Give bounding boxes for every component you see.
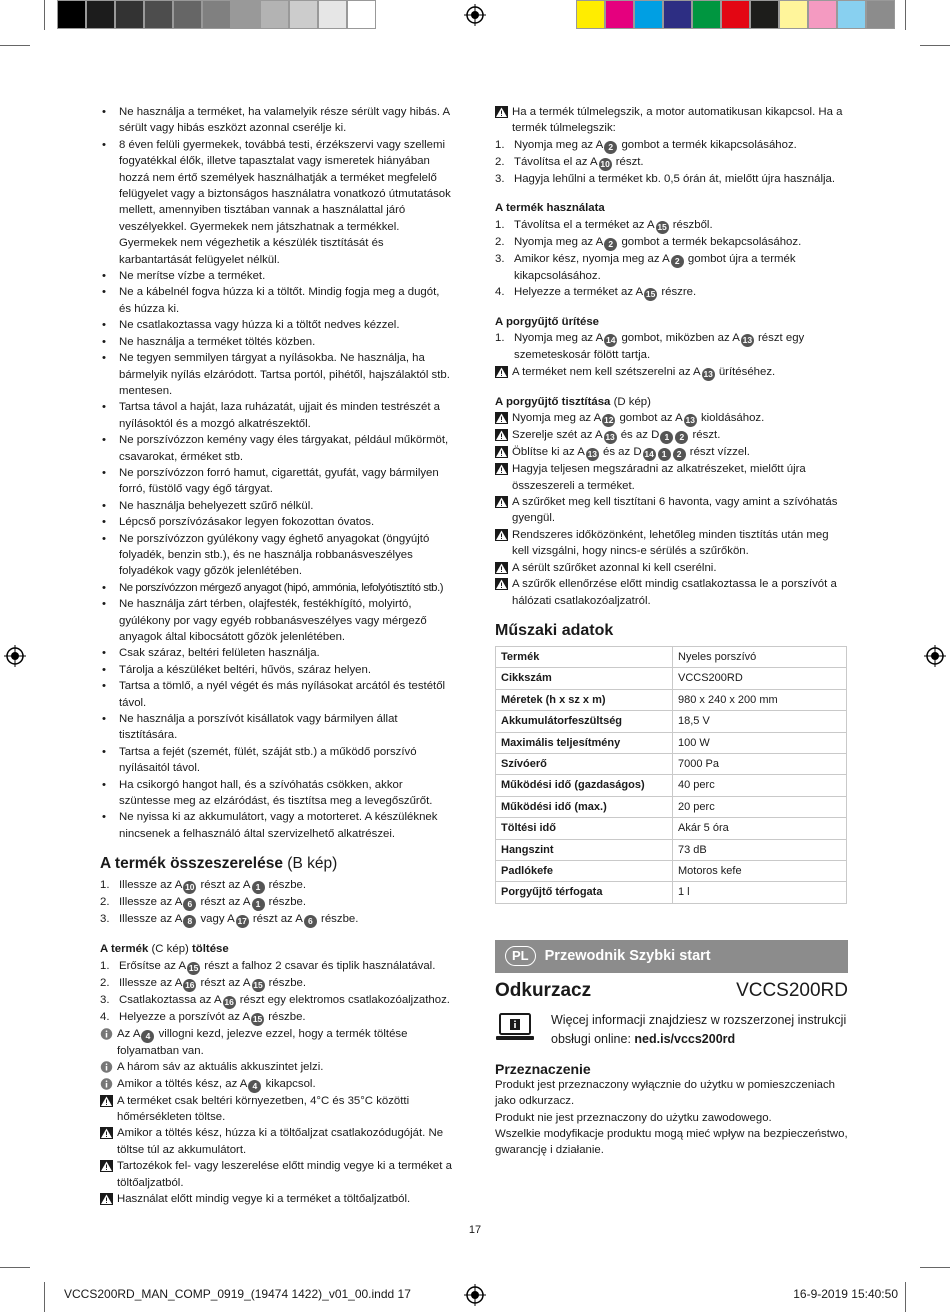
spec-label: Cikkszám — [496, 668, 673, 689]
step-item — [100, 1009, 452, 1026]
text-segment: Helyezze a porszívót az A — [119, 1010, 251, 1023]
info-note — [100, 1026, 452, 1059]
spec-value: 7000 Pa — [673, 753, 847, 774]
gray-swatch — [115, 0, 144, 29]
text-segment: kikapcsol. — [265, 1077, 316, 1090]
purpose-text: Produkt nie jest przeznaczony do użytku zawodowego. — [495, 1111, 772, 1124]
info-note: A három sáv az aktuális akkuszintet jelzi. — [100, 1059, 452, 1075]
color-swatches — [576, 0, 895, 30]
text-segment: gombot az A — [619, 412, 683, 425]
warning-text: Hagyja teljesen megszáradni az alkatrészeket, mielőtt újra összeszereli a terméket. — [512, 463, 806, 492]
text-segment: Nyomja meg az A — [514, 235, 604, 248]
step-item — [495, 234, 848, 251]
pl-section-banner — [495, 940, 848, 973]
spec-row — [496, 689, 847, 710]
text-segment: Nyomja meg az A — [514, 138, 604, 151]
part-number-badge: 13 — [703, 368, 713, 379]
charging-steps — [100, 958, 452, 1026]
safety-bullet-item: • Ne használja zárt térben, olajfesték, festékhígító, molyirtó, gyúlékony por vagy egyéb robbanásveszélyes vagy mérgező anyagok által kibocsátott gőzök jelenlétében. — [100, 596, 452, 645]
spec-value: Motoros kefe — [673, 860, 847, 881]
gray-swatch — [231, 0, 260, 29]
emptying-heading: A porgyűjtő ürítése — [495, 316, 600, 329]
safety-bullet-item: • Tartsa a fejét (szemét, fülét, száját stb.) a működő porszívó nyílásaitól távol. — [100, 744, 452, 777]
info-icon — [100, 1061, 113, 1073]
text-segment: Távolítsa el a terméket az A — [514, 218, 655, 231]
gray-swatch — [260, 0, 289, 29]
warning-icon — [100, 1095, 113, 1107]
part-number-badge: 2 — [671, 255, 684, 268]
step-number: 2. — [495, 235, 505, 248]
text-segment: Szerelje szét az A — [512, 429, 603, 442]
usage-heading: A termék használata — [495, 202, 605, 215]
text-segment: részt egy elektromos csatlakozóaljzathoz. — [239, 993, 450, 1006]
charging-heading: A termék (C kép) töltése — [100, 943, 229, 956]
crop-mark — [0, 45, 30, 46]
spec-label: Működési idő (gazdaságos) — [496, 775, 673, 796]
spec-value: 980 x 240 x 200 mm — [673, 689, 847, 710]
safety-bullet-item: • Ne a kábelnél fogva húzza ki a töltőt. Mindig fogja meg a dugót, és húzza ki. — [100, 284, 452, 317]
registration-mark-icon — [464, 1284, 486, 1306]
info-icon — [100, 1028, 113, 1040]
footer-filename: VCCS200RD_MAN_COMP_0919_(19474 1422)_v01_00.indd 17 — [64, 1287, 411, 1301]
color-swatch — [663, 0, 692, 29]
text-segment: Nyomja meg az A — [512, 412, 602, 425]
warning-text: A szűrőket meg kell tisztítani 6 havonta, vagy amint a szívóhatás gyengül. — [512, 496, 838, 525]
spec-row — [496, 668, 847, 689]
text-segment: Helyezze a terméket az A — [514, 286, 644, 299]
part-number-badge: 16 — [185, 979, 195, 990]
crop-mark — [920, 45, 950, 46]
text-segment: Az A — [117, 1027, 141, 1040]
spec-label: Akkumulátorfeszültség — [496, 711, 673, 732]
spec-row — [496, 796, 847, 817]
spec-row — [496, 839, 847, 860]
step-item — [495, 171, 848, 187]
warning-icon — [495, 446, 508, 458]
crop-mark — [44, 0, 45, 30]
text-segment: részt egy szemeteskosár fölött tartja. — [514, 332, 805, 362]
safety-bullet-item: • Lépcső porszívózásakor legyen fokozottan óvatos. — [100, 514, 452, 530]
warning-icon — [495, 412, 508, 424]
text-segment: és az D — [602, 446, 642, 459]
spec-label: Porgyűjtő térfogata — [496, 882, 673, 903]
spec-value: 20 perc — [673, 796, 847, 817]
warning-icon — [495, 578, 508, 590]
warning-note — [495, 576, 848, 609]
warning-note — [495, 427, 848, 444]
text-segment: villogni kezd, jelezve ezzel, hogy a termék töltése folyamatban van. — [117, 1027, 408, 1057]
part-number-badge: 15 — [252, 1013, 263, 1024]
color-swatch — [750, 0, 779, 29]
safety-bullet-item: • Tárolja a készüléket beltéri, hűvös, száraz helyen. — [100, 662, 452, 678]
part-number-badge: 17 — [237, 916, 247, 927]
color-swatch — [605, 0, 634, 29]
text-segment: Illessze az A — [119, 896, 183, 909]
model-number: VCCS200RD — [736, 979, 848, 1001]
spec-value: 40 perc — [673, 775, 847, 796]
spec-row — [496, 818, 847, 839]
color-swatch — [634, 0, 663, 29]
color-swatch — [721, 0, 750, 29]
text-segment: Illessze az A — [119, 879, 183, 892]
step-item — [100, 975, 452, 992]
part-number-badge: 13 — [685, 415, 695, 426]
crop-mark — [920, 1267, 950, 1268]
part-number-badge: 6 — [183, 898, 196, 911]
spec-label: Hangszint — [496, 839, 673, 860]
gray-swatches — [57, 0, 376, 30]
text-segment: részből. — [672, 218, 713, 231]
step-item — [100, 958, 452, 975]
registration-mark-icon — [464, 4, 486, 26]
step-item — [100, 877, 452, 894]
text-segment: Amikor a töltés kész, az A — [117, 1077, 248, 1090]
gray-swatch — [57, 0, 86, 29]
step-number: 2. — [495, 155, 505, 168]
spec-label: Maximális teljesítmény — [496, 732, 673, 753]
warning-text: A szűrők ellenőrzése előtt mindig csatlakoztassa le a porszívót a hálózati csatlakozóaljzatról. — [512, 578, 837, 607]
gray-swatch — [347, 0, 376, 29]
text-segment: Nyomja meg az A — [514, 332, 604, 345]
crop-mark — [44, 1282, 45, 1312]
warning-icon — [100, 1193, 113, 1205]
part-number-badge: 15 — [253, 979, 263, 990]
step-number: 3. — [495, 172, 505, 185]
warning-note: Ha a termék túlmelegszik, a motor automatikusan kikapcsol. Ha a termék túlmelegszik: — [495, 104, 848, 137]
warning-icon — [495, 496, 508, 508]
part-number-badge: 4 — [141, 1030, 154, 1043]
safety-bullet-item: • Ne porszívózzon kemény vagy éles tárgyakat, például műkörmöt, csavarokat, érméket stb. — [100, 432, 452, 465]
part-number-badge: 10 — [185, 882, 195, 893]
safety-bullet-item: • Ne használja a porszívót kisállatok vagy bármilyen állat tisztítására. — [100, 711, 452, 744]
spec-row — [496, 753, 847, 774]
safety-bullet-item: • Ne csatlakoztassa vagy húzza ki a töltőt nedves kézzel. — [100, 317, 452, 333]
purpose-text: Wszelkie modyfikacje produktu mogą mieć wpływ na bezpieczeństwo, gwarancję i działanie. — [495, 1128, 848, 1157]
text-segment: részt az A — [200, 896, 251, 909]
step-item — [495, 251, 848, 284]
step-item — [100, 911, 452, 928]
language-badge: PL — [505, 946, 536, 966]
safety-bullet-item: • Ha csikorgó hangot hall, és a szívóhatás csökken, akkor szüntesse meg az elzáródást, és tisztítsa meg a levegőszűrőt. — [100, 777, 452, 810]
spec-label: Méretek (h x sz x m) — [496, 689, 673, 710]
warning-icon — [100, 1160, 113, 1172]
gray-swatch — [86, 0, 115, 29]
step-number: 2. — [100, 896, 110, 909]
specs-table — [495, 646, 847, 904]
text-segment: Csatlakoztassa az A — [119, 993, 222, 1006]
color-swatch — [837, 0, 866, 29]
text-segment: A terméket nem kell szétszerelni az A — [512, 365, 701, 378]
spec-value: 18,5 V — [673, 711, 847, 732]
purpose-text: Produkt jest przeznaczony wyłącznie do użytku w pomieszczeniach jako odkurzacz. — [495, 1078, 835, 1108]
safety-bullet-item: • Ne porszívózzon gyúlékony vagy éghető anyagokat (öngyújtó folyadék, benzin stb.), és ne használja robbanásveszélyes folyadékok vagy gőzök jelenlétében. — [100, 531, 452, 580]
part-number-badge: 4 — [248, 1080, 261, 1093]
warning-note — [495, 444, 848, 461]
safety-bullet-item: • Ne porszívózzon forró hamut, cigarettát, gyufát, vagy bármilyen forró, füstölő vagy égő tárgyat. — [100, 465, 452, 498]
part-number-badge: 2 — [604, 141, 617, 154]
step-item — [495, 137, 848, 154]
overheat-steps — [495, 137, 848, 187]
step-item — [495, 284, 848, 301]
safety-bullet-item: • Ne porszívózzon mérgező anyagot (hipó, ammónia, lefolyótisztító stb.) — [100, 580, 452, 596]
text-segment: Illessze az A — [119, 976, 183, 989]
part-number-badge: 16 — [224, 996, 234, 1007]
text-segment: Amikor kész, nyomja meg az A — [514, 252, 670, 265]
crop-mark — [0, 1267, 30, 1268]
warning-note — [495, 494, 848, 527]
cleaning-heading: A porgyűjtő tisztítása (D kép) — [495, 395, 651, 408]
warning-note — [495, 461, 848, 494]
step-item — [495, 154, 848, 171]
text-segment: vagy A — [200, 913, 235, 926]
text-segment: részbe. — [268, 896, 307, 909]
gray-swatch — [144, 0, 173, 29]
warning-text — [512, 429, 720, 441]
part-number-badge: 1 — [658, 448, 671, 461]
warning-note — [495, 364, 848, 381]
safety-bullet-item: • Ne merítse vízbe a terméket. — [100, 268, 452, 284]
manual-link[interactable]: ned.is/vccs200rd — [634, 1031, 736, 1046]
warning-text: A sérült szűrőket azonnal ki kell cserélni. — [512, 561, 717, 574]
warning-text: Rendszeres időközönként, lehetőleg minden tisztítás után meg kell vizsgálni, hogy nincs-e sérülés a szűrőkön. — [512, 528, 829, 558]
spec-row — [496, 882, 847, 903]
specs-heading: Műszaki adatok — [495, 621, 614, 639]
registration-mark-icon — [4, 645, 26, 667]
warning-icon — [100, 1127, 113, 1139]
warning-note: A terméket csak beltéri környezetben, 4°C és 35°C közötti hőmérsékleten töltse. — [100, 1093, 452, 1126]
part-number-badge: 8 — [183, 915, 196, 928]
step-number: 1. — [495, 332, 505, 345]
registration-mark-icon — [924, 645, 946, 667]
spec-row — [496, 860, 847, 881]
part-number-badge: 15 — [645, 289, 656, 300]
warning-note: Amikor a töltés kész, húzza ki a töltőaljzat csatlakozódugóját. Ne töltse túl az akkumulátort. — [100, 1125, 452, 1158]
step-item — [100, 894, 452, 911]
warning-text — [512, 412, 764, 424]
safety-bullet-item: • Ne használja a terméket töltés közben. — [100, 334, 452, 350]
purpose-heading: Przeznaczenie — [495, 1060, 591, 1077]
text-segment: Távolítsa el az A — [514, 155, 598, 168]
color-swatch — [779, 0, 808, 29]
spec-label: Termék — [496, 646, 673, 667]
spec-label: Szívóerő — [496, 753, 673, 774]
text-segment: részt az A — [252, 913, 303, 926]
color-swatch — [692, 0, 721, 29]
cleaning-notes — [495, 410, 848, 609]
gray-swatch — [202, 0, 231, 29]
part-number-badge: 13 — [587, 449, 598, 460]
spec-value: Nyeles porszívó — [673, 646, 847, 667]
usage-steps — [495, 217, 848, 301]
text-segment: részbe. — [321, 913, 359, 926]
warning-note: Használat előtt mindig vegye ki a terméket a töltőaljzatból. — [100, 1191, 452, 1207]
text-segment: Erősítse az A — [119, 959, 187, 972]
part-number-badge: 15 — [657, 221, 667, 232]
text-segment: részt vízzel. — [689, 446, 750, 459]
spec-label: Padlókefe — [496, 860, 673, 881]
spec-value: 100 W — [673, 732, 847, 753]
part-number-badge: 12 — [604, 415, 614, 426]
warning-note: Tartozékok fel- vagy leszerelése előtt mindig vegye ki a terméket a töltőaljzatból. — [100, 1158, 452, 1191]
step-number: 4. — [495, 286, 505, 299]
warning-note — [495, 560, 848, 576]
warning-icon — [495, 463, 508, 475]
product-name: Odkurzacz — [495, 979, 592, 1001]
safety-bullet-item: • Tartsa távol a haját, laza ruházatát, ujjait és minden testrészét a nyílásoktól és a mozgó alkatrészektől. — [100, 399, 452, 432]
step-number: 3. — [100, 993, 110, 1006]
text-segment: Hagyja lehűlni a terméket kb. 0,5 órán át, mielőtt újra használja. — [514, 172, 836, 185]
gray-swatch — [318, 0, 347, 29]
text-segment: részt az A — [200, 976, 251, 989]
step-item — [495, 330, 848, 363]
spec-label: Működési idő (max.) — [496, 796, 673, 817]
pl-section-title: Przewodnik Szybki start — [544, 948, 711, 965]
spec-row — [496, 732, 847, 753]
warning-icon — [495, 366, 508, 378]
info-icon — [100, 1078, 113, 1090]
text-segment: Illessze az A — [119, 913, 183, 926]
safety-bullet-item: • Tartsa a tömlő, a nyél végét és más nyílásokat arcától és testétől távol. — [100, 678, 452, 711]
spec-value: 1 l — [673, 882, 847, 903]
emptying-steps — [495, 330, 848, 363]
online-manual-info: Więcej informacji znajdziesz w rozszerzonej instrukcji obsługi online: ned.is/vccs200rd — [495, 1011, 848, 1049]
text-segment: részre. — [661, 286, 697, 299]
text-segment: gombot, miközben az A — [621, 332, 740, 345]
text-segment: gombot újra a termék kikapcsolásához. — [514, 252, 796, 282]
text-segment: részbe. — [268, 1010, 306, 1023]
text-segment: és az D — [620, 429, 660, 442]
part-number-badge: 1 — [660, 431, 673, 444]
safety-bullet-item: • Csak száraz, beltéri felületen használja. — [100, 645, 452, 661]
safety-bullet-list — [100, 104, 452, 842]
laptop-info-icon — [495, 1013, 535, 1043]
step-number: 3. — [495, 252, 505, 265]
part-number-badge: 14 — [644, 449, 654, 460]
safety-bullet-item: • Ne használja behelyezett szűrő nélkül. — [100, 498, 452, 514]
gray-swatch — [173, 0, 202, 29]
warning-icon — [495, 529, 508, 541]
part-number-badge: 10 — [600, 158, 610, 169]
assembly-heading: A termék összeszerelése (B kép) — [100, 855, 338, 873]
text-segment: részt a falhoz 2 csavar és tiplik használatával. — [204, 959, 436, 972]
warning-icon — [495, 106, 508, 118]
spec-value: VCCS200RD — [673, 668, 847, 689]
part-number-badge: 1 — [252, 881, 265, 894]
crop-mark — [905, 1282, 906, 1312]
text-segment: Öblítse ki az A — [512, 446, 585, 459]
text-segment: gombot a termék kikapcsolásához. — [621, 138, 797, 151]
part-number-badge: 14 — [606, 335, 616, 346]
step-number: 3. — [100, 913, 110, 926]
product-title-row — [495, 979, 848, 1003]
page-number: 17 — [468, 1224, 482, 1236]
text-segment: gombot a termék bekapcsolásához. — [621, 235, 802, 248]
gray-swatch — [289, 0, 318, 29]
spec-label: Töltési idő — [496, 818, 673, 839]
part-number-badge: 2 — [604, 238, 617, 251]
step-number: 4. — [100, 1010, 110, 1023]
warning-note — [495, 527, 848, 560]
spec-value: Akár 5 óra — [673, 818, 847, 839]
part-number-badge: 15 — [188, 962, 199, 973]
footer-timestamp: 16-9-2019 15:40:50 — [793, 1287, 898, 1301]
warning-icon — [495, 562, 508, 574]
part-number-badge: 1 — [252, 898, 265, 911]
step-item — [100, 992, 452, 1009]
part-number-badge: 6 — [304, 915, 317, 928]
warning-text — [512, 446, 750, 458]
safety-bullet-item: • 8 éven felüli gyermekek, továbbá testi, érzékszervi vagy szellemi fogyatékkal élők, illetve tapasztalat vagy ismeretek hiányában hozzá nem értő személyek használhatják a terméket megfelelő felügyelet vagy a biztonságos használatra vonatkozó útmutatások mellett, amennyiben tisztában vannak a használattal járó veszélyekkel. Gyermekek nem játszhatnak a termékkel. Gyermekek nem végezhetik a készülék tisztítását és karbantartását felügyelet nélkül. — [100, 137, 452, 268]
color-swatch — [808, 0, 837, 29]
crop-mark — [905, 0, 906, 30]
right-column — [495, 104, 848, 1159]
spec-row — [496, 646, 847, 667]
step-number: 1. — [495, 218, 505, 231]
text-segment: ürítéséhez. — [718, 365, 776, 378]
step-number: 1. — [495, 138, 505, 151]
safety-bullet-item: • Ne használja a terméket, ha valamelyik része sérült vagy hibás. A sérült vagy hibás eszközt azonnal cserélje ki. — [100, 104, 452, 137]
part-number-badge: 13 — [742, 335, 753, 346]
step-number: 2. — [100, 976, 110, 989]
color-swatch — [866, 0, 895, 29]
text-segment: részbe. — [268, 976, 307, 989]
assembly-steps — [100, 877, 452, 928]
text-segment: részt. — [692, 429, 721, 442]
left-column — [100, 104, 452, 1207]
safety-bullet-item: • Ne nyissa ki az akkumulátort, vagy a motorteret. A készüléknek nincsenek a felhasználó által szervizelhető alkatrészei. — [100, 809, 452, 842]
part-number-badge: 13 — [605, 432, 615, 443]
spec-row — [496, 775, 847, 796]
step-number: 1. — [100, 959, 110, 972]
part-number-badge: 2 — [675, 431, 688, 444]
warning-note — [495, 410, 848, 427]
text-segment: részt. — [615, 155, 644, 168]
spec-value: 73 dB — [673, 839, 847, 860]
text-segment: kioldásához. — [700, 412, 765, 425]
spec-row — [496, 711, 847, 732]
step-number: 1. — [100, 879, 110, 892]
warning-icon — [495, 429, 508, 441]
text-segment: részt az A — [200, 879, 251, 892]
info-note — [100, 1076, 452, 1093]
text-segment: részbe. — [268, 879, 307, 892]
part-number-badge: 2 — [673, 448, 686, 461]
color-swatch — [576, 0, 605, 29]
step-item — [495, 217, 848, 234]
safety-bullet-item: • Ne tegyen semmilyen tárgyat a nyílásokba. Ne használja, ha bármelyik nyílás elzáródott. Tartsa portól, pihétől, hajszálaktól stb. mentesen. — [100, 350, 452, 399]
